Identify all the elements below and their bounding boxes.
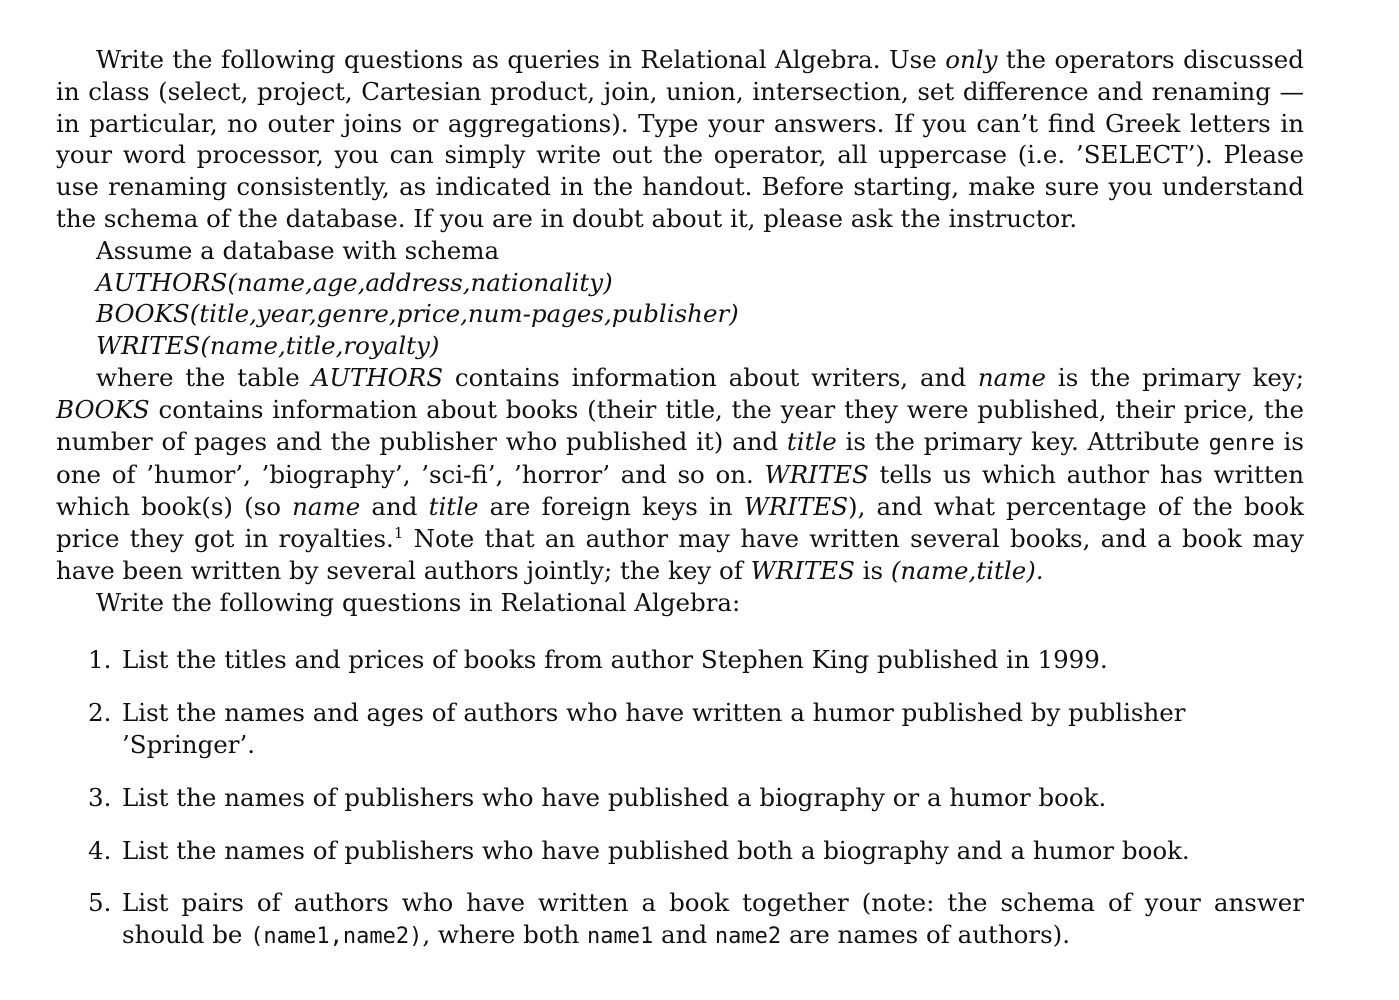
intro-text-b: the operators discussed in class (select, project, Cartesian product, join, union, intersection, set difference and renaming —in particular, no outer joins or aggregations). Type your answers. If you can’t find Greek letters in your word processor, you can simply write out the operator, all uppercase (i.e. ’SELECT’). Please use renaming consistently, as indicated in the handout. Before starting, make sure you understand the schema of the database. If you are in doubt about it, please ask the instructor. bbox=[56, 45, 1304, 233]
code-name1: name1 bbox=[587, 924, 654, 950]
table-name-writes: WRITES bbox=[764, 460, 869, 490]
question-item bbox=[56, 835, 1304, 867]
attribute-genre: genre bbox=[1208, 430, 1275, 456]
question-text: List the names and ages of authors who have written a humor published by publisher ’Springer’. bbox=[122, 698, 1186, 759]
assignment-page bbox=[56, 44, 1304, 974]
question-text: List the names of publishers who have published both a biography and a humor book. bbox=[122, 835, 1190, 865]
intro-paragraph bbox=[56, 44, 1304, 235]
writes-key: (name,title). bbox=[890, 555, 1044, 585]
code-name1-name2: (name1,name2) bbox=[250, 924, 423, 950]
footnote-marker: 1 bbox=[393, 523, 404, 542]
questions-heading: Write the following questions in Relational Algebra: bbox=[96, 587, 741, 617]
schema-books: BOOKS(title,year,genre,price,num-pages,publisher) bbox=[96, 299, 739, 329]
question-item: 5. List pairs of authors who have written a book together (note: the schema of your answer should be (name1,name2), where both name1 and name2 are names of authors). bbox=[88, 888, 1304, 950]
question-item bbox=[56, 782, 1304, 814]
question-list bbox=[56, 644, 1304, 953]
question-number: 5. bbox=[88, 888, 112, 918]
question-text: List the titles and prices of books from author Stephen King published in 1999. bbox=[122, 645, 1108, 675]
question-item bbox=[56, 697, 1304, 761]
intro-text-a: Write the following questions as queries in Relational Algebra. Use bbox=[96, 45, 946, 74]
question-number: 3. bbox=[88, 782, 112, 812]
question-number: 2. bbox=[88, 698, 112, 728]
question-item bbox=[56, 644, 1304, 676]
schema-authors: AUTHORS(name,age,address,nationality) bbox=[96, 267, 613, 297]
schema-writes: WRITES(name,title,royalty) bbox=[96, 331, 440, 361]
table-name-authors: AUTHORS bbox=[311, 362, 443, 392]
table-name-books: BOOKS bbox=[56, 394, 150, 424]
intro-emphasis-only: only bbox=[945, 45, 998, 74]
schema-description: where the table AUTHORS contains information about writers, and name is the primary key; BOOKS contains information about books (their title, the year they were published, their price, the number of pages and the publisher who published it) and title is the primary key. Attribute genre is one of ’humor’, ’biography’, ’sci-fi’, ’horror’ and so on. WRITES tells us which author has written which book(s) (so name and title are foreign keys in WRITES), and what percentage of the book price they got in royalties.$^1$ Note that an author may have written several books, and a book may have been written by several authors jointly; the key of WRITES is (name,title). bbox=[56, 362, 1305, 585]
schema-intro: Assume a database with schema bbox=[96, 235, 500, 265]
question-number: 4. bbox=[88, 835, 112, 865]
question-text: List the names of publishers who have published a biography or a humor book. bbox=[122, 782, 1107, 812]
code-name2: name2 bbox=[714, 924, 782, 950]
question-number: 1. bbox=[88, 645, 112, 675]
